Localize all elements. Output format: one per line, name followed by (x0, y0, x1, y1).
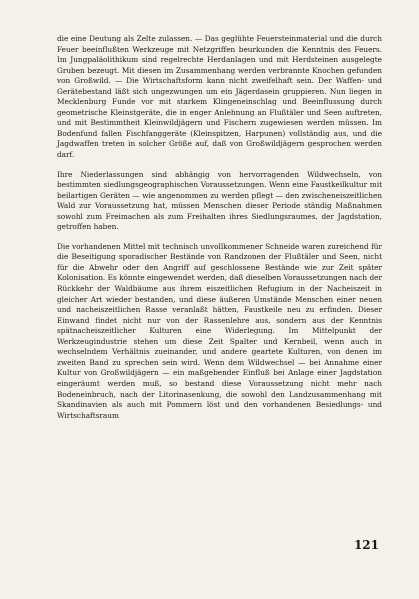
page-number: 121 (353, 538, 379, 552)
paragraph-1: die eine Deutung als Zelte zulassen. — Das geglühte Feuersteinmaterial und die durch Feuer beeinflußten Werkzeuge mit Netzgriffen beurkunden die Kenntnis des Feuers. Im Jungpaläolithikum sind regelrechte Herdanlagen und mit Herdsteinen ausgelegte Gruben bezeugt. Mit diesen im Zusammenhang werden verbrannte Knochen gefunden von Großwild. — Die Wirtschaftsform kann nicht zweifelhaft sein. Der Waffen- und Gerätebestand läßt sich ungezwungen um ein Jägerdasein gruppieren. Nun liegen in Mecklenburg Funde vor mit starkem Klingeneinschlag und Beeinflussung durch geometrische Kleinstgeräte, die in enger Anlehnung an Flußtäler und Seen auftreten, und mit Bestimmtheit Kleinwildjägern und Fischern zugewiesen werden müssen. Im Bodenfund fallen Fischfanggeräte (Kleinspitzen, Harpunen) vollständig aus, und die Jagdwaffen treten in solcher Größe auf, daß von Großwildjägern gesprochen werden darf. (57, 34, 382, 160)
paragraph-2: Ihre Niederlassungen sind abhängig von hervorragenden Wildwechseln, von bestimmten siedlungsgeographischen Voraussetzungen. Wenn eine Faustkeilkultur mit beilartigen Geräten — wie angenommen zu werden pflegt — den zwischeneiszeitlichen Wald zur Voraussetzung hat, müssen Menschen dieser Periode ständig Maßnahmen sowohl zum Freimachen als zum Freihalten ihres Siedlungsraumes, der Jagdstation, getroffen haben. (57, 169, 382, 232)
paragraph-3: Die vorhandenen Mittel mit technisch unvollkommener Schneide waren zureichend für die Beseitigung sporadischer Bestände von Randzonen der Flußtäler und Seen, nicht für die Abwehr oder den Angriff auf geschlossene Bestände wie zur Zeit später Kolonisation. Es könnte eingewendet werden, daß dieselben Voraussetzungen nach der Rückkehr der Waldbäume aus ihrem eiszeitlichen Refugium in der Nacheiszeit in gleicher Art wieder bestanden, und diese äußeren Umstände Menschen einer neuen und nacheiszeitlichen Rasse veranlaßt hätten, Faustkeile neu zu erfinden. Dieser Einwand findet nicht nur von der Rassenlehre aus, sondern aus der Kenntnis spätnacheiszeitlicher Kulturen eine Widerlegung. Im Mittelpunkt der Werkzeugindustrie stehen um diese Zeit Spalter und Kernbeil, wenn auch in wechselndem Verhältnis zueinander, und andere geartete Kulturen, von denen im zweiten Band zu sprechen sein wird. Wenn dem Wildwechsel — bei Annahme einer Kultur von Großwildjägern — ein maßgebender Einfluß bei Anlage einer Jagdstation eingeräumt werden muß, so bestand diese Voraussetzung nicht mehr nach Bodeneinbruch, nach der Litorinasenkung, die sowohl den Landzusammenhang mit Skandinavien als auch mit Pommern löst und den vorhandenen Besiedlungs- und Wirtschaftsraum (57, 241, 382, 420)
